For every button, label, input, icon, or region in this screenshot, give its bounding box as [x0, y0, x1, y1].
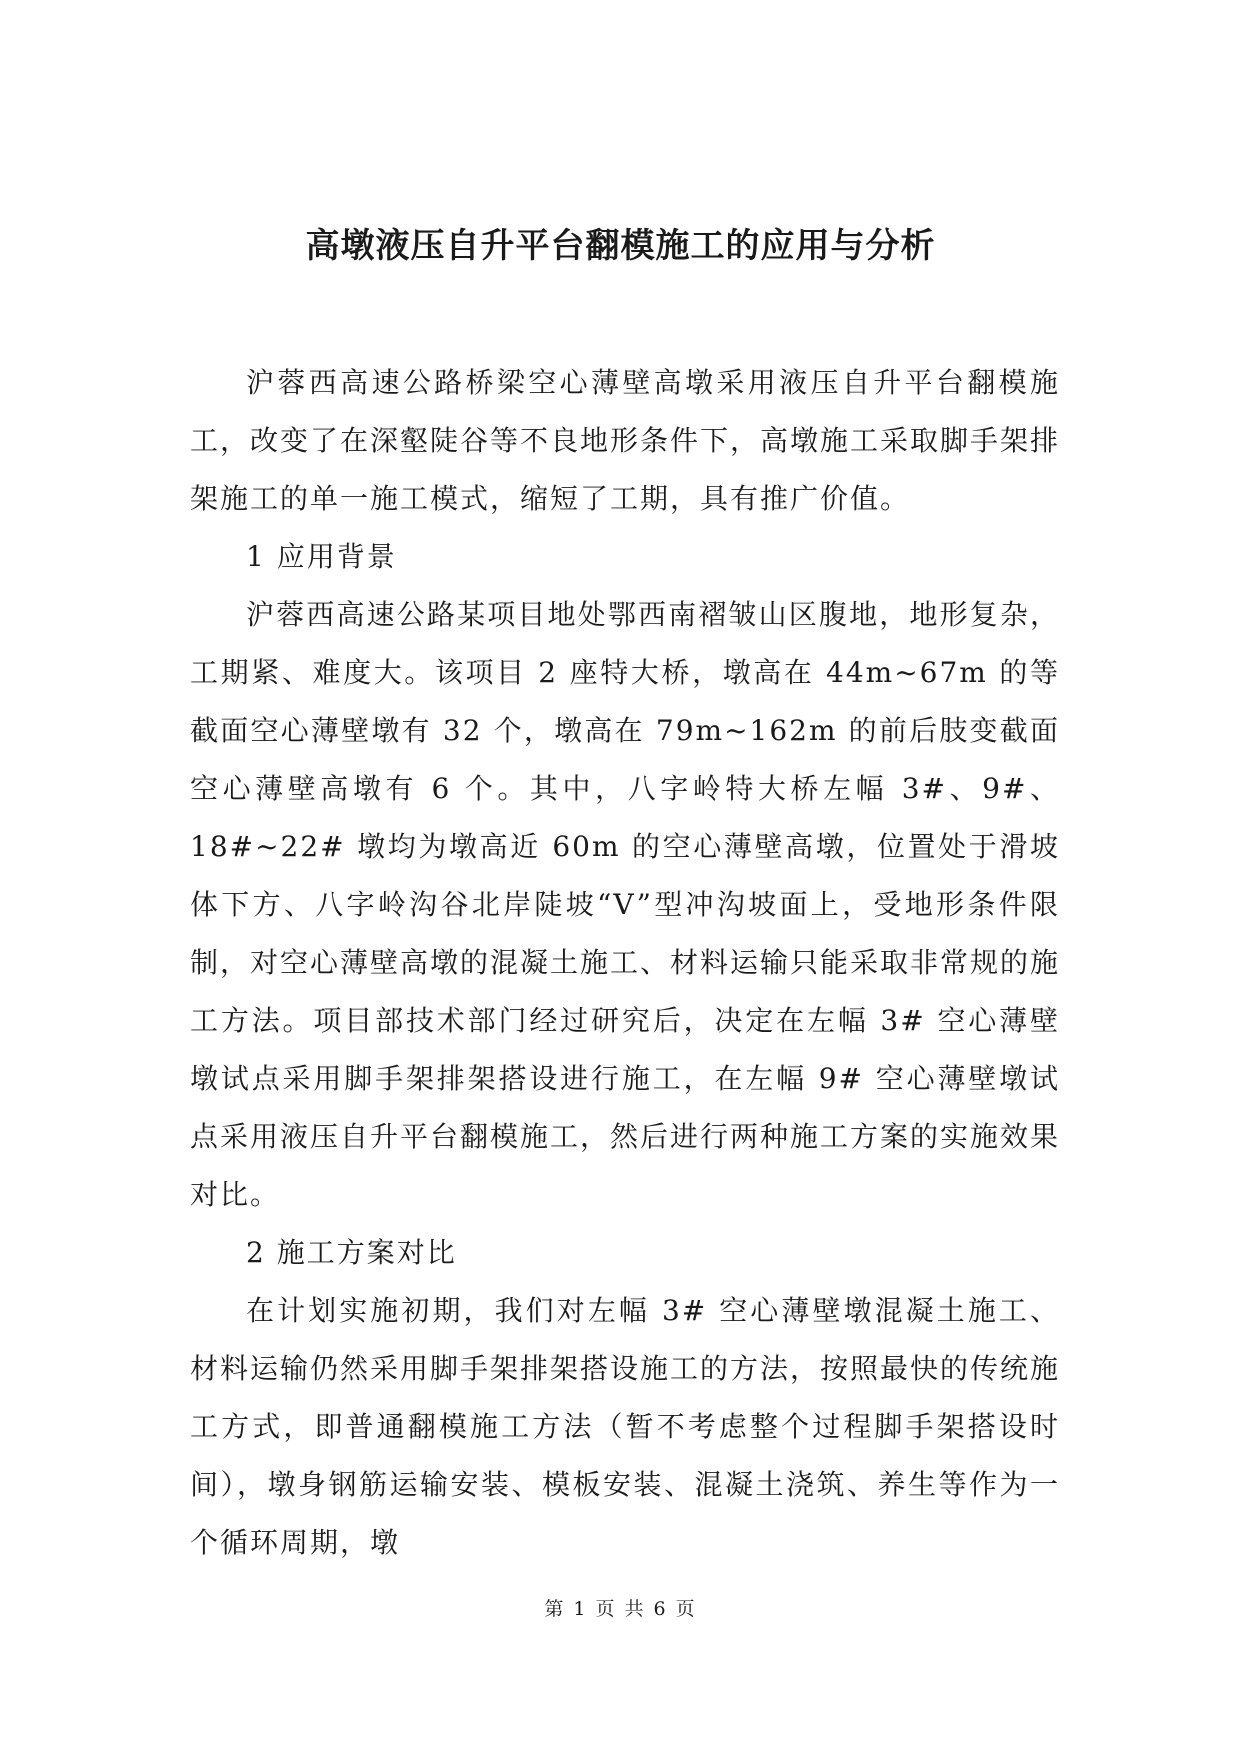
paragraph-comparison: 在计划实施初期，我们对左幅 3# 空心薄壁墩混凝土施工、材料运输仍然采用脚手架排架搭设施工的方法，按照最快的传统施工方式，即普通翻模施工方法（暂不考虑整个过程脚手架搭设时间），墩身钢筋运输安装、模板安装、混凝土浇筑、养生等作为一个循环周期，墩: [190, 1294, 1061, 1559]
section-heading-comparison: 2 施工方案对比: [246, 1236, 457, 1269]
document-title: 高墩液压自升平台翻模施工的应用与分析: [305, 226, 936, 266]
document-body: [190, 354, 1060, 1572]
section-heading-background: 1 应用背景: [246, 540, 397, 573]
page-number-footer: 第 1 页 共 6 页: [544, 1598, 697, 1620]
paragraph-background: 沪蓉西高速公路某项目地处鄂西南褶皱山区腹地，地形复杂，工期紧、难度大。该项目 2 座特大桥，墩高在 44m~67m 的等截面空心薄壁墩有 32 个，墩高在 79m~162m 的前后肢变截面空心薄壁高墩有 6 个。其中，八字岭特大桥左幅 3#、9#、18#~22# 墩均为墩高近 60m 的空心薄壁高墩，位置处于滑坡体下方、八字岭沟谷北岸陡坡“V”型冲沟坡面上，受地形条件限制，对空心薄壁高墩的混凝土施工、材料运输只能采取非常规的施工方法。项目部技术部门经过研究后，决定在左幅 3# 空心薄壁墩试点采用脚手架排架搭设进行施工，在左幅 9# 空心薄壁墩试点采用液压自升平台翻模施工，然后进行两种施工方案的实施效果对比。: [190, 598, 1061, 1211]
paragraph-intro: 沪蓉西高速公路桥梁空心薄壁高墩采用液压自升平台翻模施工，改变了在深壑陡谷等不良地形条件下，高墩施工采取脚手架排架施工的单一施工模式，缩短了工期，具有推广价值。: [190, 366, 1061, 515]
